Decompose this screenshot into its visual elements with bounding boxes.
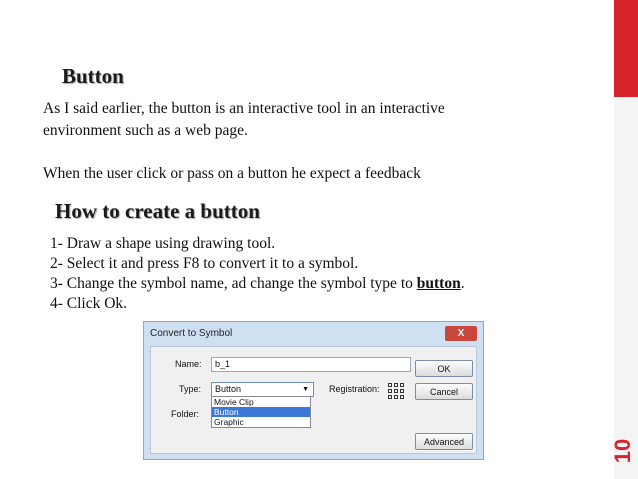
- name-label: Name:: [175, 359, 202, 369]
- step-3-end: .: [460, 275, 465, 292]
- accent-bar: [614, 0, 638, 97]
- ok-button[interactable]: OK: [415, 360, 473, 377]
- registration-grid-icon[interactable]: [388, 383, 404, 399]
- intro-paragraph: [43, 98, 445, 142]
- side-bar: [614, 97, 638, 479]
- slide-number: 10: [610, 438, 635, 464]
- steps-list: [50, 234, 465, 314]
- step-1: 1- Draw a shape using drawing tool.: [50, 235, 276, 252]
- feedback-paragraph: When the user click or pass on a button he expect a feedback: [43, 165, 421, 182]
- name-input[interactable]: b_1: [211, 357, 411, 372]
- registration-label: Registration:: [329, 384, 380, 394]
- step-3: [50, 274, 465, 294]
- type-label: Type:: [179, 384, 202, 394]
- chevron-down-icon: ▼: [302, 386, 309, 393]
- intro-line-2: environment such as a web page.: [43, 122, 248, 139]
- section-heading: How to create a button: [55, 199, 260, 223]
- dialog-title: Convert to Symbol: [150, 328, 233, 339]
- type-select[interactable]: [211, 382, 314, 397]
- type-option-graphic[interactable]: Graphic: [214, 417, 244, 427]
- convert-to-symbol-dialog: [143, 321, 484, 460]
- close-button[interactable]: X: [445, 326, 477, 341]
- step-3-keyword: button: [416, 275, 461, 292]
- step-4: 4- Click Ok.: [50, 295, 128, 312]
- cancel-button[interactable]: Cancel: [415, 383, 473, 400]
- type-dropdown-list: [211, 396, 311, 428]
- dialog-body: [150, 346, 477, 454]
- step-3-text: 3- Change the symbol name, ad change the symbol type to: [50, 275, 417, 292]
- advanced-button[interactable]: Advanced: [415, 433, 473, 450]
- type-option-movie-clip[interactable]: Movie Clip: [214, 397, 254, 407]
- type-select-value: Button: [215, 384, 242, 394]
- intro-line-1: As I said earlier, the button is an interactive tool in an interactive: [43, 100, 445, 117]
- step-2: 2- Select it and press F8 to convert it to a symbol.: [50, 255, 359, 272]
- slide-title: Button: [62, 64, 124, 88]
- type-option-button[interactable]: Button: [212, 407, 310, 417]
- folder-label: Folder:: [171, 409, 200, 419]
